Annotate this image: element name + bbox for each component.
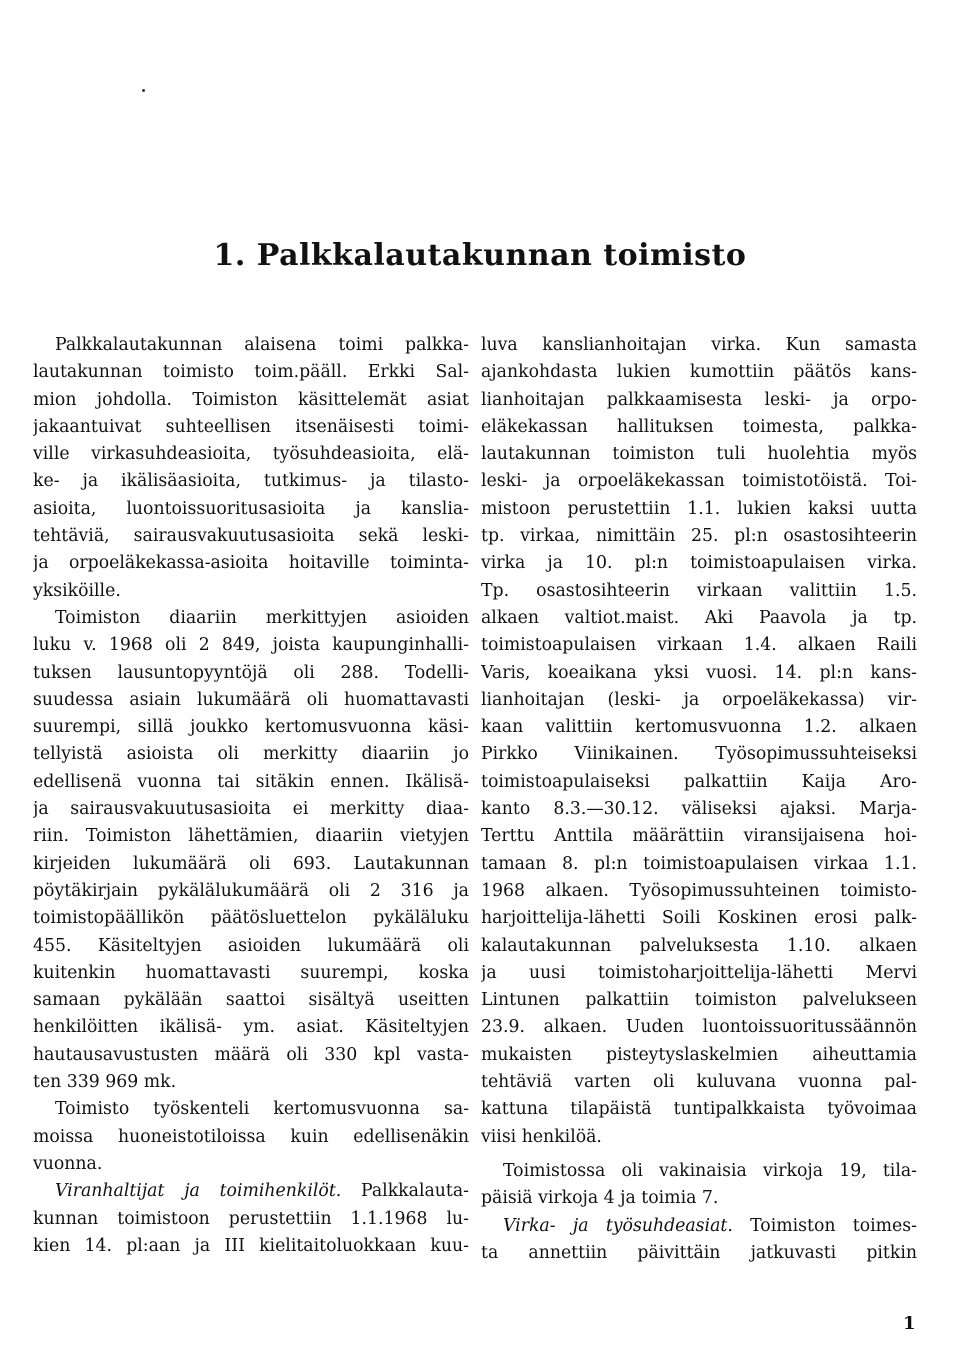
line-text: Palkkalautakunnan alaisena toimi palkka- [55,335,469,355]
line-text: hautausavustusten määrä oli 330 kpl vasta- [33,1044,469,1065]
text-line [481,1213,917,1240]
line-text: tuksen lausuntopyyntöjä oli 288. Todelli- [33,662,469,683]
line-text: suudessa asiain lukumäärä oli huomattavasti [33,689,469,710]
line-text: samaan pykälään saattoi sisältyä useitten [33,990,469,1011]
text-line [33,905,469,932]
line-text: kuitenkin huomattavasti suurempi, koska [33,962,469,983]
text-line [33,1014,469,1041]
text-line [481,1096,917,1123]
text-line [481,687,917,714]
text-line [481,823,917,850]
text-line [33,960,469,987]
text-line [33,578,469,605]
line-text: Lintunen palkattiin toimiston palvelukseen [481,990,917,1011]
line-text: lautakunnan toimiston tuli huolehtia myös [481,444,917,465]
line-text: ja uusi toimistoharjoittelija-lähetti Mervi [481,962,917,983]
text-line [481,905,917,932]
text-line [481,578,917,605]
text-line [33,687,469,714]
text-line [481,1185,917,1212]
line-text: tellyistä asioista oli merkitty diaariin jo [33,744,469,765]
line-text: edellisenä vuonna tai sitäkin ennen. Ikälisä- [33,771,469,792]
line-text: kanto 8.3.—30.12. väliseksi ajaksi. Marja- [481,799,917,820]
line-text: lianhoitajan (leski- ja orpoeläkekassa) vir- [481,689,917,710]
line-text: Toimistossa oli vakinaisia virkoja 19, tila- [503,1160,917,1181]
text-line [33,1069,469,1096]
text-line [481,632,917,659]
line-text: eläkekassan hallituksen toimesta, palkka- [481,416,917,437]
text-line [33,1178,469,1205]
line-text: ta annettiin päivittäin jatkuvasti pitkin [481,1242,917,1263]
text-line [33,332,469,359]
line-text: alkaen valtiot.maist. Aki Paavola ja tp. [481,607,917,628]
line-text: ville virkasuhdeasioita, työsuhdeasioita, elä- [33,444,469,465]
text-line [481,1158,917,1185]
line-text: suurempi, sillä joukko kertomusvuonna käsi- [33,717,469,738]
line-text: luku v. 1968 oli 2 849, joista kaupunginhalli- [33,635,469,656]
line-text: mistoon perustettiin 1.1. lukien kaksi uutta [481,498,917,519]
line-text: yksiköille. [33,580,121,601]
text-line [481,933,917,960]
line-text: kattuna tilapäistä tuntipalkkaista työvoimaa [481,1099,917,1120]
line-text: Palkkalauta- [341,1181,469,1202]
text-line [481,468,917,495]
section-lead: Virka- ja työsuhdeasiat. [503,1215,733,1236]
text-line [33,823,469,850]
text-line [481,987,917,1014]
line-text: ja sairausvakuutusasioita ei merkitty diaa- [33,799,469,820]
text-line [33,741,469,768]
text-line [481,441,917,468]
line-text: Pirkko Viinikainen. Työsopimussuhteiseksi [481,744,917,765]
line-text: harjoittelija-lähetti Soili Koskinen erosi palk- [481,908,917,929]
line-text: toimistoapulaisen virkaan 1.4. alkaen Raili [481,635,917,656]
text-line [481,550,917,577]
text-line [33,1206,469,1233]
text-line [33,1096,469,1123]
text-line [33,878,469,905]
line-text: 1968 alkaen. Työsopimussuhteinen toimisto- [481,880,917,901]
line-text: päisiä virkoja 4 ja toimia 7. [481,1188,719,1209]
line-text: leski- ja orpoeläkekassan toimistotöistä. Toi- [481,471,917,492]
line-text: kunnan toimistoon perustettiin 1.1.1968 lu- [33,1208,469,1229]
line-text: lautakunnan toimisto toim.pääll. Erkki Sal- [33,362,469,383]
text-line [33,387,469,414]
line-text: 455. Käsiteltyjen asioiden lukumäärä oli [33,935,469,956]
line-text: tehtäviä, sairausvakuutusasioita sekä leski- [33,526,469,547]
text-line [481,605,917,632]
page-title: 1. Palkkalautakunnan toimisto [213,238,747,273]
scan-speck [142,89,145,92]
line-text: virka ja 10. pl:n toimistoapulaisen virka. [481,553,917,574]
text-line [481,660,917,687]
left-column [33,332,469,1260]
text-line [481,1014,917,1041]
text-line [33,550,469,577]
line-text: Terttu Anttila määrättiin viransijaisena hoi- [481,826,917,847]
text-line [33,796,469,823]
line-text: tp. virkaa, nimittäin 25. pl:n osastosihteerin [481,526,917,547]
line-text: Varis, koeaikana yksi vuosi. 14. pl:n kans- [481,662,917,683]
text-line [33,523,469,550]
line-text: tamaan 8. pl:n toimistoapulaisen virkaa 1.1. [481,853,917,874]
line-text: asioita, luontoissuoritusasioita ja kanslia- [33,498,469,519]
text-line [33,605,469,632]
text-line [481,1240,917,1267]
line-text: luva kanslianhoitajan virka. Kun samasta [481,335,917,355]
text-line [481,741,917,768]
section-lead: Viranhaltijat ja toimihenkilöt. [55,1181,342,1202]
text-line [481,359,917,386]
line-text: tehtäviä varten oli kuluvana vuonna pal- [481,1072,917,1093]
line-text: Toimiston diaariin merkittyjen asioiden [55,607,469,628]
line-text: toimistopäällikön päätösluettelon pykäläluku [33,908,469,929]
text-line [481,414,917,441]
line-text: viisi henkilöä. [481,1126,602,1147]
text-line [33,359,469,386]
text-line [481,878,917,905]
text-line [33,987,469,1014]
line-text: kirjeiden lukumäärä oli 693. Lautakunnan [33,853,469,874]
line-text: jakaantuivat suhteellisen itsenäisesti toimi- [33,416,469,437]
text-line [481,523,917,550]
line-text: pöytäkirjain pykälälukumäärä oli 2 316 ja [33,880,469,901]
text-line [33,1124,469,1151]
page-number: 1 [903,1313,916,1334]
text-line [481,1069,917,1096]
line-text: Tp. osastosihteerin virkaan valittiin 1.5. [481,580,917,601]
line-text: ten 339 969 mk. [33,1072,177,1093]
text-line [33,632,469,659]
line-text: kalautakunnan palveluksesta 1.10. alkaen [481,935,917,956]
line-text: henkilöitten ikälisä- ym. asiat. Käsiteltyjen [33,1017,469,1038]
text-line [481,714,917,741]
text-line [481,769,917,796]
line-text: lianhoitajan palkkaamisesta leski- ja orpo- [481,389,917,410]
text-line [481,332,917,359]
line-text: vuonna. [33,1153,103,1174]
line-text: ajankohdasta lukien kumottiin päätös kans- [481,362,917,383]
text-line [33,714,469,741]
text-line [33,660,469,687]
text-line [33,414,469,441]
text-line [33,769,469,796]
right-column [481,332,917,1267]
text-line [33,1233,469,1260]
text-line [481,387,917,414]
text-line [33,441,469,468]
line-text: Toimiston toimes- [732,1215,917,1236]
line-text: moissa huoneistotiloissa kuin edellisenäkin [33,1126,469,1147]
line-text: Toimisto työskenteli kertomusvuonna sa- [55,1099,469,1120]
line-text: ke- ja ikälisäasioita, tutkimus- ja tilasto- [33,471,469,492]
line-text: mion johdolla. Toimiston käsittelemät asiat [33,389,469,410]
line-text: kien 14. pl:aan ja III kielitaitoluokkaan kuu- [33,1235,469,1256]
line-text: riin. Toimiston lähettämien, diaariin vietyjen [33,826,469,847]
text-line [481,851,917,878]
text-line [33,933,469,960]
line-text: kaan valittiin kertomusvuonna 1.2. alkaen [481,717,917,738]
text-line [33,1151,469,1178]
text-line [481,496,917,523]
text-line [33,468,469,495]
text-line [33,851,469,878]
text-line [481,796,917,823]
line-text: ja orpoeläkekassa-asioita hoitaville toiminta- [33,553,469,574]
text-line [33,1042,469,1069]
text-line [481,1042,917,1069]
text-line [481,960,917,987]
text-line [481,1124,917,1151]
text-line [33,496,469,523]
line-text: mukaisten pisteytyslaskelmien aiheuttamia [481,1044,917,1065]
line-text: 23.9. alkaen. Uuden luontoissuoritussäännön [481,1017,917,1038]
line-text: toimistoapulaiseksi palkattiin Kaija Aro- [481,771,917,792]
